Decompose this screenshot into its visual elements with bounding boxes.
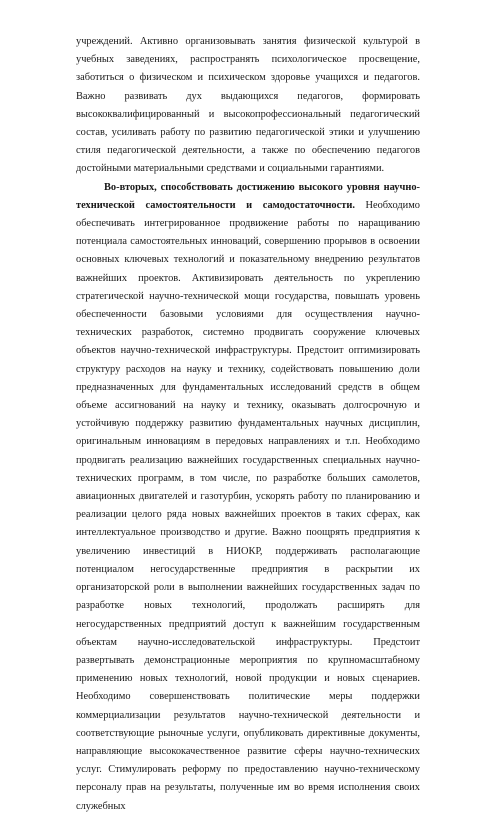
paragraph-1 xyxy=(76,33,420,179)
paragraph-2-heading: Во-вторых, способствовать достижению высокого уровня научно-технической самостоятельности и самодостаточности. xyxy=(76,181,420,211)
paragraph-2-body: Необходимо обеспечивать интегрированное продвижение работы по наращиванию потенциала самостоятельных инноваций, совершению прорывов в освоении основных ключевых технологий и показательному внедрению результатов важнейших проектов. Активизировать деятельность по укреплению стратегической научно-технической мощи государства, повышать уровень обеспеченности базовыми условиями для осуществления научно-технических разработок, системно продвигать сооружение ключевых объектов научно-технической инфраструктуры. Предстоит оптимизировать структуру расходов на науку и технику, содействовать повышению доли предназначенных для фундаментальных исследований средств в общем объеме ассигнований на науку и технику, оказывать долгосрочную и устойчивую поддержку развитию фундаментальных научных дисциплин, оригинальным инновациям в передовых направлениях и т.п. Необходимо продвигать реализацию важнейших государственных специальных научно-технических программ, в том числе, по разработке больших самолетов, авиационных двигателей и газотурбин, ускорять работу по планированию и реализации целого ряда новых важнейших проектов в таких сферах, как интеллектуальное производство и другие. Важно поощрять предприятия к увеличению инвестиций в НИОКР, поддерживать располагающие потенциалом негосударственные предприятия в раскрытии их организаторской роли в выполнении важнейших государственных задач по разработке новых технологий, продолжать расширять для негосударственных предприятий доступ к важнейшим государственным объектам научно-исследовательской инфраструктуры. Предстоит развертывать демонстрационные мероприятия по крупномасштабному применению новых технологий, новой продукции и новых сценариев. Необходимо совершенствовать политические меры поддержки коммерциализации результатов научно-технической деятельности и соответствующие рыночные услуги, опубликовать директивные документы, направляющие высококачественное развитие сферы научно-технических услуг. Стимулировать реформу по предоставлению научно-техническому персоналу прав на результаты, полученные им во время исполнения своих служебных xyxy=(76,199,420,812)
paragraph-1-text: учреждений. Активно организовывать занятия физической культурой в учебных заведениях, распространять психологическое просвещение, заботиться о физическом и психическом здоровье учащихся и педагогов. Важно развивать дух выдающихся педагогов, формировать высококвалифицированный и высокопрофессиональный педагогический состав, усиливать работу по развитию педагогической этики и улучшению стиля педагогической деятельности, а также по обеспечению педагогов достойными материальными средствами и социальными гарантиями. xyxy=(76,36,420,175)
paragraph-2 xyxy=(76,179,420,816)
